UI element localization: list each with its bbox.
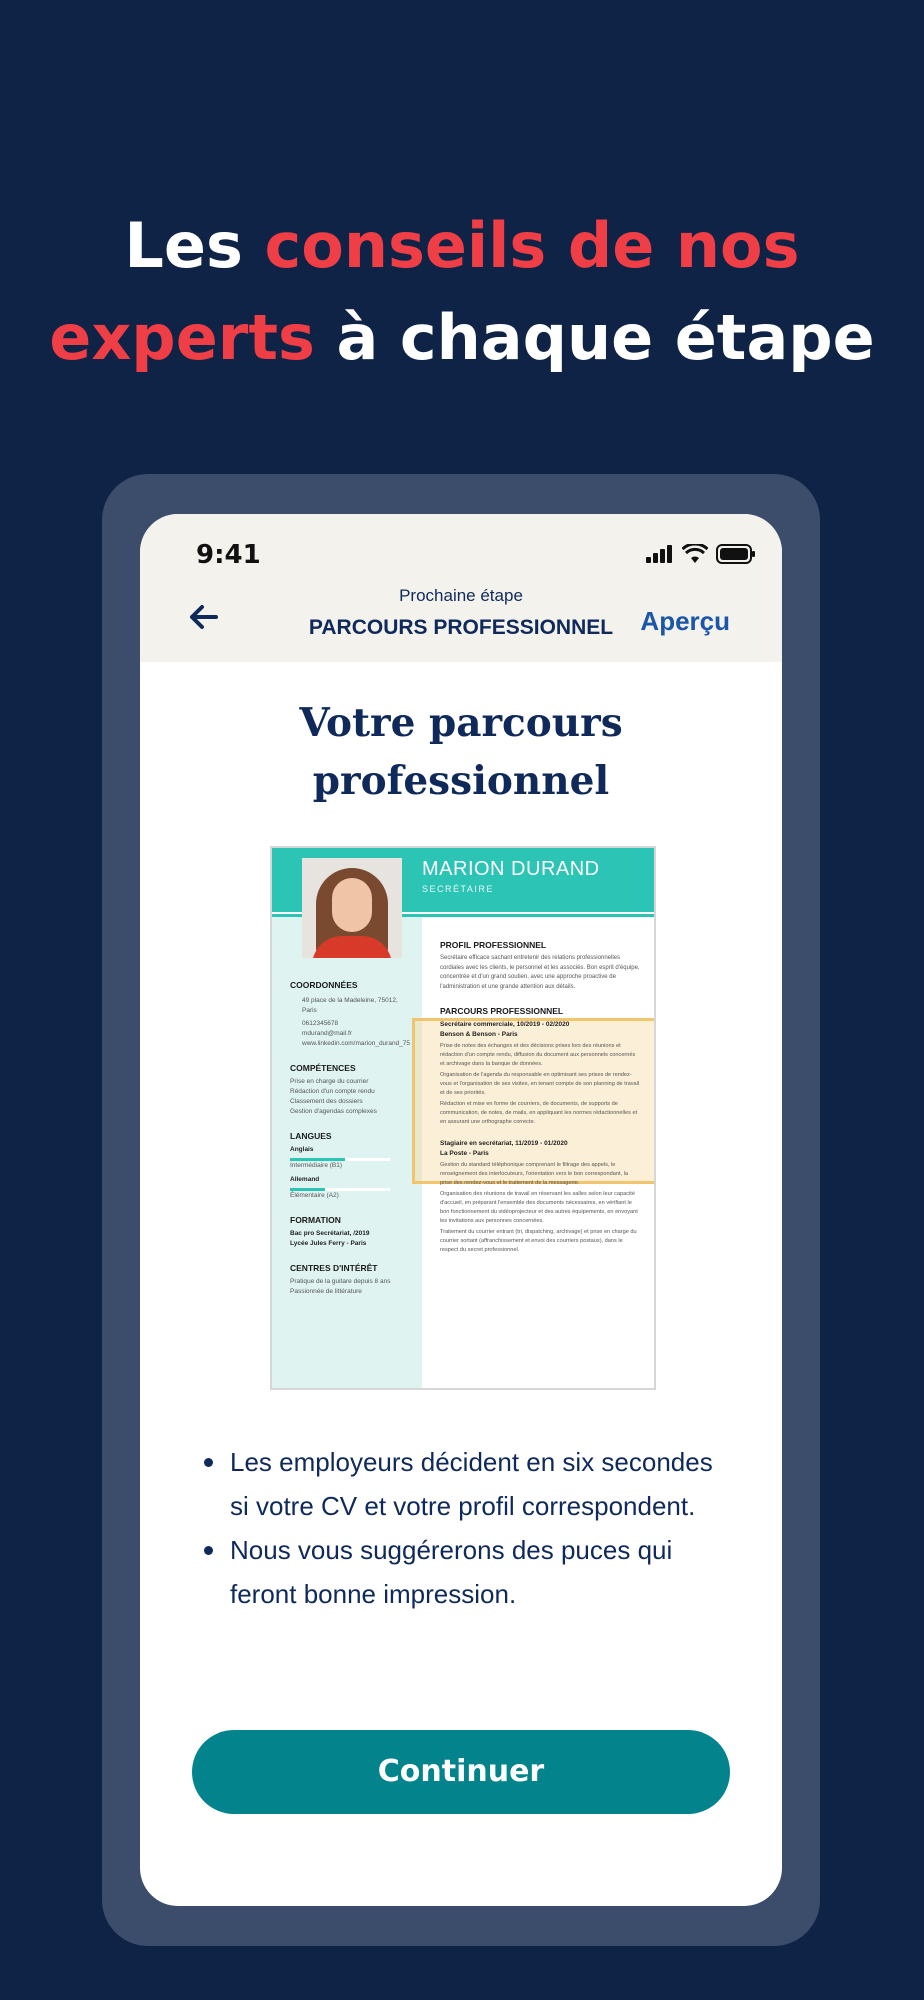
cv-job-bullet: Rédaction et mise en forme de courriers, de documents, de supports de communication, de notes, de mails, en appliquant les normes rédactionnelles et en assurant une orthographe correcte. bbox=[440, 1101, 638, 1125]
cv-career-heading: PARCOURS PROFESSIONNEL bbox=[440, 1006, 564, 1016]
cv-job-title: Stagiaire en secrétariat, 11/2019 - 01/2020 bbox=[440, 1140, 568, 1147]
cv-profile-heading: PROFIL PROFESSIONNEL bbox=[440, 940, 547, 950]
headline-highlight: conseils de nos bbox=[264, 209, 800, 282]
cv-languages-heading: LANGUES bbox=[290, 1131, 332, 1141]
top-bar bbox=[140, 514, 782, 662]
wifi-icon bbox=[682, 544, 708, 564]
cv-address: 49 place de la Madeleine, 75012, Paris bbox=[302, 997, 398, 1014]
back-button[interactable] bbox=[188, 604, 218, 634]
status-time: 9:41 bbox=[196, 540, 261, 570]
cv-interests-heading: CENTRES D'INTÉRÊT bbox=[290, 1263, 378, 1273]
cv-email: mdurand@mail.fr bbox=[302, 1030, 352, 1037]
cv-language-name: Allemand bbox=[290, 1176, 320, 1183]
signal-icon bbox=[646, 545, 674, 563]
headline-text: Les bbox=[124, 209, 265, 282]
tip-item: Les employeurs décident en six secondes si votre CV et votre profil correspondent. bbox=[204, 1440, 724, 1528]
nav-title-block bbox=[260, 586, 662, 640]
cv-job-bullet: Traitement du courrier entrant (tri, dispatching, archivage) et prise en charge du courrier sortant (affranchissement et envoi des courriers postaux), dans le respect du secret professionnel. bbox=[440, 1229, 637, 1253]
cv-language bbox=[290, 1175, 412, 1201]
cv-photo bbox=[302, 858, 402, 958]
headline bbox=[0, 200, 924, 384]
cv-language bbox=[290, 1145, 412, 1171]
cv-job-company: Benson & Benson - Paris bbox=[440, 1031, 518, 1038]
cv-linkedin: www.linkedin.com/marion_durand_75 bbox=[302, 1040, 411, 1047]
cv-role: SECRÉTAIRE bbox=[422, 884, 494, 894]
page-title-line: Votre parcours bbox=[299, 700, 623, 746]
cv-language-bar bbox=[290, 1158, 390, 1161]
cv-skills-list bbox=[290, 1077, 412, 1117]
cv-job-bullet: Gestion du standard téléphonique comprenant le filtrage des appels, le renseignement des interlocuteurs, l'orientation vers le bon correspondant, la prise des rendez-vous et le traitement de la messagerie. bbox=[440, 1162, 628, 1186]
phone-screen bbox=[140, 514, 782, 1906]
page-title bbox=[140, 694, 782, 810]
cv-profile-text: Secrétaire efficace sachant entretenir des relations professionnelles cordiales avec les clients, le personnel et les associés. Bon esprit d'équipe, concentrée et d'un grand soutien, avec une approche proactive de l'administration et une grande attention aux détails. bbox=[440, 955, 640, 990]
cv-job-bullet: Organisation des réunions de travail en réservant les salles selon leur capacité d'accueil, en préparant l'ensemble des documents nécessaires, en vérifiant le bon fonctionnement du vidéoprojecteur et des autres équipements, en envoyant les invitations aux personnes concernées. bbox=[440, 1191, 638, 1224]
continue-button[interactable]: Continuer bbox=[192, 1730, 730, 1814]
cv-phone: 0612345678 bbox=[302, 1020, 339, 1027]
cv-sidebar-content bbox=[290, 980, 412, 1297]
cv-job-company: La Poste - Paris bbox=[440, 1150, 489, 1157]
tip-item: Nous vous suggérerons des puces qui feront bonne impression. bbox=[204, 1528, 724, 1616]
cv-education-heading: FORMATION bbox=[290, 1215, 341, 1225]
status-icons bbox=[646, 544, 756, 564]
cv-job-bullet: Prise de notes des échanges et des décisions prises lors des réunions et rédaction d'un compte rendu, diffusion du document aux personnels concernés et archivage dans la banque de données. bbox=[440, 1043, 636, 1067]
cv-skill: Rédaction d'un compte rendu bbox=[290, 1088, 375, 1095]
headline-text: à chaque étape bbox=[314, 301, 875, 374]
cv-skill: Gestion d'agendas complexes bbox=[290, 1108, 377, 1115]
tips-list bbox=[204, 1440, 724, 1616]
cv-skill: Classement des dossiers bbox=[290, 1098, 363, 1105]
cv-education: Bac pro Secrétariat, /2019 bbox=[290, 1230, 370, 1237]
cv-job-title: Secrétaire commerciale, 10/2019 - 02/2020 bbox=[440, 1021, 570, 1028]
nav-title: PARCOURS PROFESSIONNEL bbox=[308, 616, 614, 639]
cv-education: Lycée Jules Ferry - Paris bbox=[290, 1240, 367, 1247]
cv-name: MARION DURAND bbox=[422, 858, 600, 880]
cv-language-bar bbox=[290, 1188, 390, 1191]
cv-language-level: Élémentaire (A2) bbox=[290, 1192, 339, 1199]
cv-job-bullet: Organisation de l'agenda du responsable en optimisant ses prises de rendez-vous et l'organisation de ses visites, en tenant compte de son planning de travail et de ses priorités. bbox=[440, 1072, 640, 1096]
cv-preview bbox=[270, 846, 656, 1390]
headline-highlight: experts bbox=[49, 301, 315, 374]
cv-skill: Prise en charge du courrier bbox=[290, 1078, 369, 1085]
cv-skills-heading: COMPÉTENCES bbox=[290, 1063, 356, 1073]
cv-interests: Pratique de la guitare depuis 8 ans Passionnée de littérature bbox=[290, 1278, 391, 1295]
headline-line-2 bbox=[0, 292, 924, 384]
cv-language-name: Anglais bbox=[290, 1146, 314, 1153]
cv-main-content bbox=[440, 940, 640, 1255]
arrow-left-icon bbox=[188, 604, 218, 630]
headline-line-1 bbox=[0, 200, 924, 292]
page-title-line: professionnel bbox=[312, 758, 610, 804]
preview-button[interactable]: Aperçu bbox=[640, 606, 730, 636]
battery-icon bbox=[716, 544, 756, 564]
cv-contact-heading: COORDONNÉES bbox=[290, 980, 358, 990]
cv-language-level: Intermédiaire (B1) bbox=[290, 1162, 343, 1169]
nav-subtitle: Prochaine étape bbox=[399, 586, 523, 605]
